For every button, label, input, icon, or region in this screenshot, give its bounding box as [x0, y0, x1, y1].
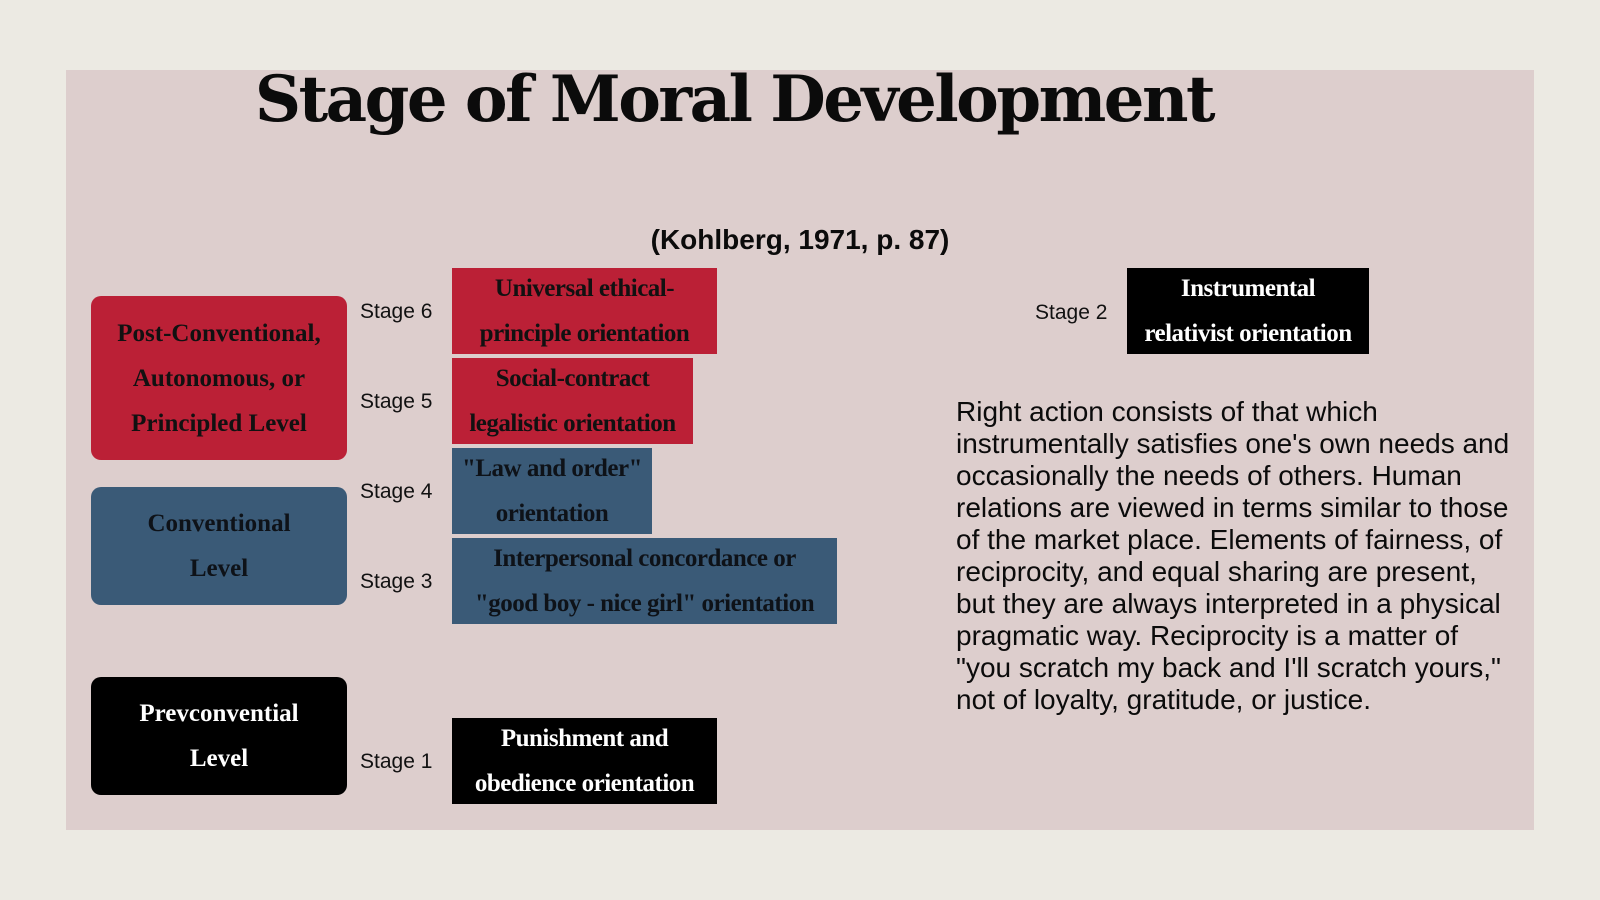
- level-line: Conventional: [147, 510, 291, 537]
- stage-5-label: Stage 5: [360, 390, 433, 413]
- stage-2-box: [1127, 268, 1369, 354]
- stage-5-box: [452, 358, 693, 444]
- stage-2-label: Stage 2: [1035, 301, 1108, 324]
- level-line: Prevconvential: [139, 700, 299, 727]
- stage-1-label: Stage 1: [360, 750, 433, 773]
- level-preconventional: [91, 677, 347, 795]
- stage-6-box: [452, 268, 717, 354]
- stage-3-label: Stage 3: [360, 570, 433, 593]
- level-line: Level: [189, 745, 249, 772]
- citation: (Kohlberg, 1971, p. 87): [650, 224, 950, 255]
- stage-1-box: [452, 718, 717, 804]
- stage-line: orientation: [495, 500, 609, 527]
- page-title: Stage of Moral Development: [254, 62, 1214, 137]
- stage-2-description: Right action consists of that which instrumentally satisfies one's own needs and occasionally the needs of others. Human relations are viewed in terms similar to those of the market place. Elements of fairness, of reciprocity, and equal sharing are present, but they are always interpreted in a physical pragmatic way. Reciprocity is a matter of "you scratch my back and I'll scratch yours," not of loyalty, gratitude, or justice.: [956, 396, 1510, 715]
- level-line: Principled Level: [131, 409, 307, 437]
- stage-line: relativist orientation: [1144, 320, 1352, 347]
- level-post-conventional: [91, 296, 347, 460]
- stage-3-box: [452, 538, 837, 624]
- stage-6-label: Stage 6: [360, 300, 433, 323]
- stage-line: Instrumental: [1180, 275, 1316, 302]
- stage-4-box: [452, 448, 652, 534]
- slide: [66, 70, 1534, 830]
- level-line: Post-Conventional,: [117, 319, 321, 347]
- stage-line: Universal ethical-: [494, 275, 675, 302]
- stage-line: legalistic orientation: [469, 410, 676, 437]
- stage-line: "Law and order": [462, 455, 642, 482]
- level-line: Autonomous, or: [132, 364, 306, 392]
- level-conventional: [91, 487, 347, 605]
- stage-line: Interpersonal concordance or: [493, 545, 796, 572]
- stage-line: obedience orientation: [474, 770, 695, 797]
- stage-line: "good boy - nice girl" orientation: [474, 590, 815, 617]
- level-line: Level: [189, 555, 249, 582]
- stage-line: Punishment and: [500, 725, 669, 752]
- stage-line: principle orientation: [479, 320, 690, 347]
- stage-4-label: Stage 4: [360, 480, 433, 503]
- stage-line: Social-contract: [495, 365, 650, 392]
